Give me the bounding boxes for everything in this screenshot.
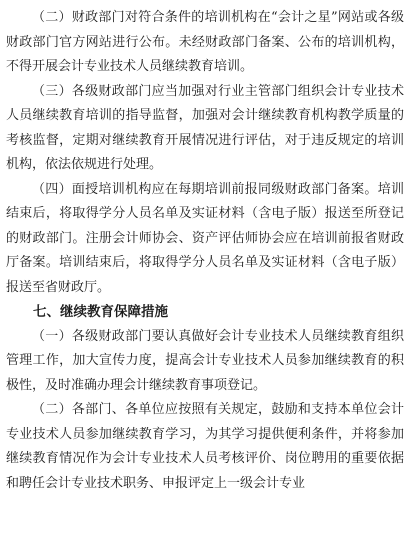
section-heading: 七、继续教育保障措施	[33, 304, 168, 320]
paragraph-training-institution-publication: （二）财政部门对符合条件的培训机构在“会计之星”网站或各级财政部门官方网站进行公布。未经财政部门备案、公布的培训机构，不得开展会计专业技术人员继续教育培训。	[6, 10, 404, 74]
paragraph-unit-support: （二）各部门、各单位应按照有关规定，鼓励和支持本单位会计专业技术人员参加继续教育学习，为其学习提供便利条件，并将参加继续教育情况作为会计专业技术人员考核评价、岗位聘用的重要依据和聘任会计专业技术职务、申报评定上一级会计专业	[6, 402, 404, 491]
paragraph-supervision: （三）各级财政部门应当加强对行业主管部门组织会计专业技术人员继续教育培训的指导监督，加强对会计继续教育机构教学质量的考核监督，定期对继续教育开展情况进行评估，对于违反规定的培训机构，依法依规进行处理。	[6, 83, 404, 172]
paragraph-filing-requirements: （四）面授培训机构应在每期培训前报同级财政部门备案。培训结束后，将取得学分人员名单及实证材料（含电子版）报送至所登记的财政部门。注册会计师协会、资产评估师协会应在培训前报省财政厅备案。培训结束后，将取得学分人员名单及实证材料（含电子版）报送至省财政厅。	[6, 181, 404, 295]
paragraph-management-work: （一）各级财政部门要认真做好会计专业技术人员继续教育组织管理工作，加大宣传力度，提高会计专业技术人员参加继续教育的积极性，及时准确办理会计继续教育事项登记。	[6, 328, 404, 393]
